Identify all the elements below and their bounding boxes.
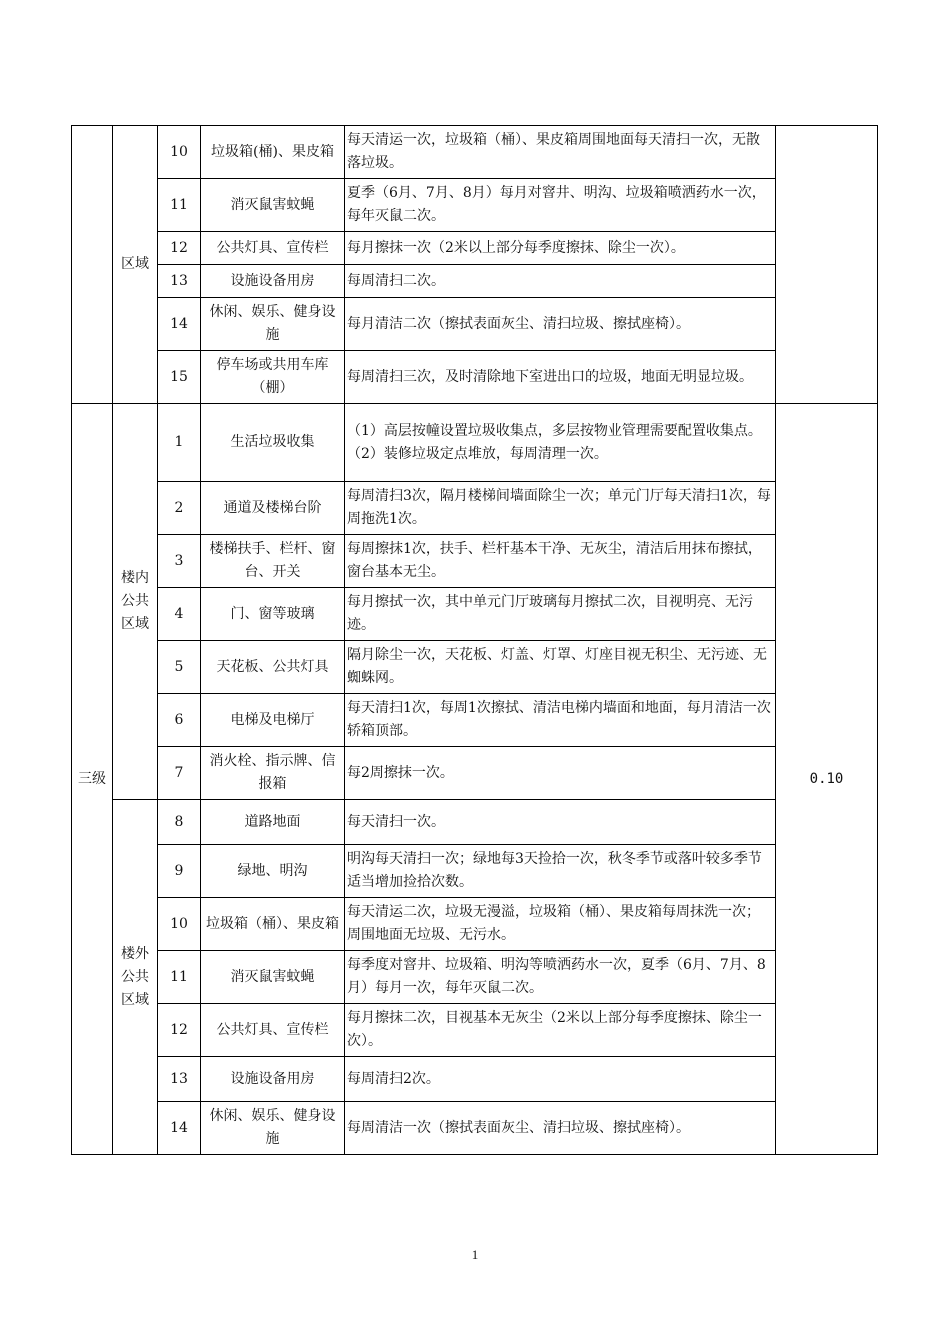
item-name: 垃圾箱（桶）、果皮箱 — [201, 898, 345, 951]
table-row — [72, 351, 878, 404]
item-name: 门、窗等玻璃 — [201, 588, 345, 641]
standard-text: 明沟每天清扫一次；绿地每3天捡拾一次，秋冬季节或落叶较多季节适当增加捡拾次数。 — [345, 845, 776, 898]
outdoor-area-label: 楼外公共区域 — [113, 800, 158, 1155]
table-row — [72, 126, 878, 179]
standard-text: 隔月除尘一次，天花板、灯盖、灯罩、灯座目视无积尘、无污迹、无蜘蛛网。 — [345, 641, 776, 694]
standard-text: 每月擦抹一次（2米以上部分每季度擦抹、除尘一次）。 — [345, 232, 776, 265]
row-number: 12 — [158, 1004, 201, 1057]
item-name: 消火栓、指示牌、信报箱 — [201, 747, 345, 800]
table-row — [72, 265, 878, 298]
table-row — [72, 232, 878, 265]
row-number: 1 — [158, 404, 201, 482]
table-row — [72, 845, 878, 898]
level-label: 三级 — [72, 404, 113, 1155]
row-number: 5 — [158, 641, 201, 694]
row-number: 3 — [158, 535, 201, 588]
page-number: 1 — [471, 1247, 479, 1262]
item-name: 楼梯扶手、栏杆、窗台、开关 — [201, 535, 345, 588]
table-row — [72, 898, 878, 951]
standard-text: 每天清运二次，垃圾无漫溢，垃圾箱（桶）、果皮箱每周抹洗一次；周围地面无垃圾、无污水。 — [345, 898, 776, 951]
row-number: 13 — [158, 1057, 201, 1102]
row-number: 14 — [158, 1102, 201, 1155]
indoor-area-label: 楼内公共区域 — [113, 404, 158, 800]
row-number: 10 — [158, 126, 201, 179]
table-row — [72, 951, 878, 1004]
item-name: 电梯及电梯厅 — [201, 694, 345, 747]
item-name: 绿地、明沟 — [201, 845, 345, 898]
row-number: 12 — [158, 232, 201, 265]
standard-text: 夏季（6月、7月、8月）每月对窨井、明沟、垃圾箱喷洒药水一次，每年灭鼠二次。 — [345, 179, 776, 232]
item-name: 垃圾箱(桶)、果皮箱 — [201, 126, 345, 179]
standard-text: 每周擦抹1次，扶手、栏杆基本干净、无灰尘，清洁后用抹布擦拭，窗台基本无尘。 — [345, 535, 776, 588]
row-number: 4 — [158, 588, 201, 641]
item-name: 设施设备用房 — [201, 1057, 345, 1102]
row-number: 13 — [158, 265, 201, 298]
item-name: 消灭鼠害蚊蝇 — [201, 951, 345, 1004]
item-name: 道路地面 — [201, 800, 345, 845]
item-name: 公共灯具、宣传栏 — [201, 1004, 345, 1057]
table-row — [72, 588, 878, 641]
standard-text: 每周清扫三次，及时清除地下室进出口的垃圾，地面无明显垃圾。 — [345, 351, 776, 404]
standard-text: 每天清运一次，垃圾箱（桶）、果皮箱周围地面每天清扫一次，无散落垃圾。 — [345, 126, 776, 179]
standard-text: （1）高层按幢设置垃圾收集点，多层按物业管理需要配置收集点。 （2）装修垃圾定点堆放，每周清理一次。 — [345, 404, 776, 482]
table-row — [72, 404, 878, 482]
row-number: 8 — [158, 800, 201, 845]
row-number: 9 — [158, 845, 201, 898]
level-cell — [72, 126, 113, 404]
row-number: 15 — [158, 351, 201, 404]
table-row — [72, 800, 878, 845]
row-number: 7 — [158, 747, 201, 800]
standard-text: 每2周擦抹一次。 — [345, 747, 776, 800]
standard-text: 每天清扫1次，每周1次擦拭、清洁电梯内墙面和地面，每月清洁一次轿箱顶部。 — [345, 694, 776, 747]
cleaning-standards-table — [71, 125, 878, 1155]
table-row — [72, 179, 878, 232]
coefficient-value: 0.10 — [776, 404, 878, 1155]
item-name: 休闲、娱乐、健身设施 — [201, 1102, 345, 1155]
item-name: 消灭鼠害蚊蝇 — [201, 179, 345, 232]
standard-text: 每月擦抹二次，目视基本无灰尘（2米以上部分每季度擦抹、除尘一次）。 — [345, 1004, 776, 1057]
table-row — [72, 747, 878, 800]
standard-text: 每周清扫2次。 — [345, 1057, 776, 1102]
standard-text: 每季度对窨井、垃圾箱、明沟等喷洒药水一次，夏季（6月、7月、8月）每月一次，每年灭鼠二次。 — [345, 951, 776, 1004]
coefficient-cell — [776, 126, 878, 404]
standard-text: 每周清扫二次。 — [345, 265, 776, 298]
row-number: 11 — [158, 179, 201, 232]
item-name: 停车场或共用车库（棚） — [201, 351, 345, 404]
row-number: 2 — [158, 482, 201, 535]
row-number: 11 — [158, 951, 201, 1004]
item-name: 公共灯具、宣传栏 — [201, 232, 345, 265]
item-name: 生活垃圾收集 — [201, 404, 345, 482]
standard-text: 每周清扫3次，隔月楼梯间墙面除尘一次；单元门厅每天清扫1次，每周拖洗1次。 — [345, 482, 776, 535]
item-name: 设施设备用房 — [201, 265, 345, 298]
table-row — [72, 535, 878, 588]
area-cell: 区域 — [113, 126, 158, 404]
table-row — [72, 641, 878, 694]
row-number: 10 — [158, 898, 201, 951]
row-number: 14 — [158, 298, 201, 351]
table-row — [72, 1057, 878, 1102]
standard-text: 每周清洁一次（擦拭表面灰尘、清扫垃圾、擦拭座椅）。 — [345, 1102, 776, 1155]
item-name: 休闲、娱乐、健身设施 — [201, 298, 345, 351]
table-row — [72, 482, 878, 535]
table-row — [72, 1004, 878, 1057]
standard-text: 每天清扫一次。 — [345, 800, 776, 845]
table-row — [72, 1102, 878, 1155]
item-name: 天花板、公共灯具 — [201, 641, 345, 694]
row-number: 6 — [158, 694, 201, 747]
table-row — [72, 694, 878, 747]
standard-text: 每月清洁二次（擦拭表面灰尘、清扫垃圾、擦拭座椅）。 — [345, 298, 776, 351]
item-name: 通道及楼梯台阶 — [201, 482, 345, 535]
table-row — [72, 298, 878, 351]
standard-text: 每月擦拭一次，其中单元门厅玻璃每月擦拭二次，目视明亮、无污迹。 — [345, 588, 776, 641]
